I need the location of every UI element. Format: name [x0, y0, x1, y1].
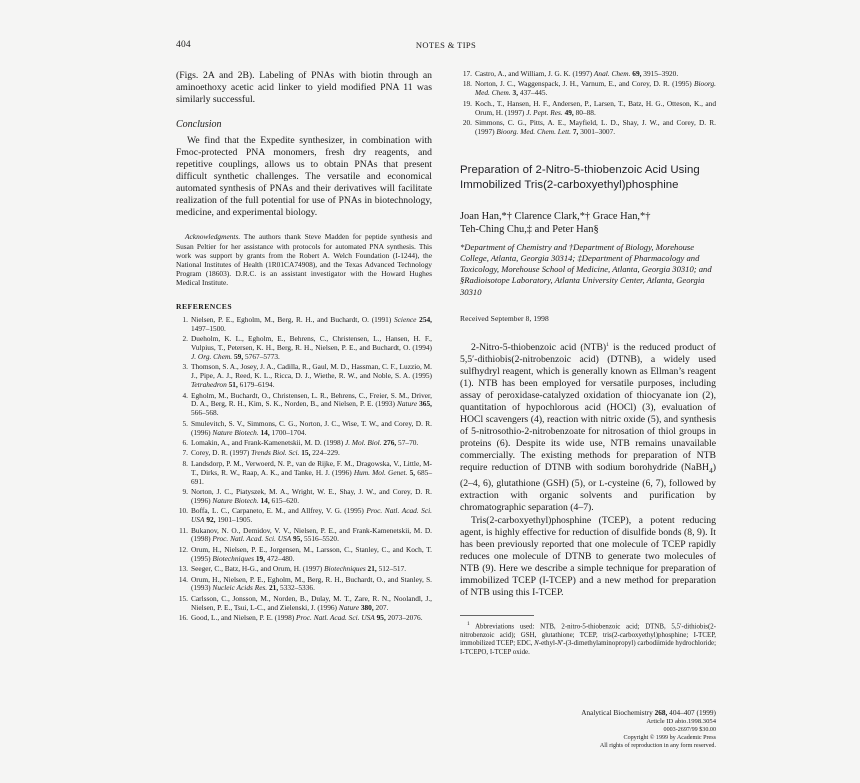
running-head [176, 40, 716, 56]
author-list [460, 210, 716, 237]
reference-item: Thomson, S. A., Josey, J. A., Cadilla, R., Gaul, M. D., Hassman, C. F., Luzzio, M. J., Pipe, A. J., Reed, K. L., Ricca, D. J., Wiethe, R. W., and Noble, S. A. (1995) Tetrahedron 51, 6179–6194. [191, 362, 432, 390]
author-line-1: Joan Han,*† Clarence Clark,*† Grace Han,*† [460, 210, 651, 222]
reference-item: Good, L., and Nielsen, P. E. (1998) Proc. Natl. Acad. Sci. USA 95, 2073–2076. [191, 613, 423, 623]
right-column [460, 70, 716, 657]
footnote-rule [460, 615, 534, 616]
colophon-rights: All rights of reproduction in any form reserved. [599, 743, 716, 749]
reference-item: Seeger, C., Batz, H-G., and Orum, H. (1997) Biotechniques 21, 512–517. [191, 564, 407, 574]
reference-list-left [176, 316, 432, 623]
acknowledgments [176, 232, 432, 287]
continued-paragraph: (Figs. 2A and 2B). Labeling of PNAs with biotin through an aminoethoxy acetic acid linker to yield modified PNA 11 was similarly successful. [176, 70, 432, 106]
article-paragraph-1: 2-Nitro-5-thiobenzoic acid (NTB)$^1$ is the reduced product of 5,5′-dithiobis(2-nitrobenzoic acid) (DTNB), a widely used sulfhydryl reagent, which is generally known as Ellman’s reagent (1). NTB has been employed for versatile purposes, including assay of peroxidase-catalyzed oxidation of thiocyanate ion (2), quantitation of hypochlorous acid (HOCl) (3), evaluation of HOCl scavengers (4), reaction with nitric oxide (5), and synthesis of 5-nitrosothio-2-nitrobenzoate for nitrosation of thiol groups in proteins (6). Despite its wide use, NTB remains unavailable commercially. The existing methods for preparation of NTB require reduction of DTNB with sodium borohydride (NaBH$_4$) (2–4, 6), glutathione (GSH) (5), or L-cysteine (6, 7), followed by extraction with organic solvents and purification by chromatographic separation (4–7). [460, 341, 717, 514]
two-column-layout [176, 70, 716, 760]
article-body [460, 339, 716, 599]
author-line-2: Teh-Ching Chu,‡ and Peter Han§ [460, 224, 599, 236]
reference-item: Corey, D. R. (1997) Trends Biol. Sci. 15, 224–229. [191, 448, 340, 458]
colophon-pages: 404–407 (1999) [667, 707, 716, 717]
reference-item: Lomakin, A., and Frank-Kamenetskii, M. D. (1998) J. Mol. Biol. 276, 57–70. [191, 437, 419, 447]
page-content [176, 40, 716, 750]
colophon [581, 709, 716, 750]
page-number: 404 [176, 40, 191, 50]
reference-item: Orum, H., Nielsen, P. E., Jorgensen, M., Larsson, C., Stanley, C., and Koch, T. (1995) Biotechniques 19, 472–480. [191, 544, 432, 563]
reference-item: Egholm, M., Buchardt, O., Christensen, L. R., Behrens, C., Freier, S. M., Driver, D. A., Berg, R. H., Kim, S. K., Norden, B., and Nielsen, P. E. (1993) Nature 365, 566–568. [191, 390, 432, 418]
colophon-citation [581, 709, 716, 718]
reference-list-right [460, 70, 716, 137]
article-header [460, 163, 716, 323]
reference-item: Koch., T., Hansen, H. F., Andersen, P., Larsen, T., Batz, H. G., Otteson, K., and Orum, H. (1997) J. Pept. Res. 49, 80–88. [475, 98, 716, 117]
acknowledgments-text: The authors thank Steve Madden for peptide synthesis and Susan Peltier for her assistance with protocols for automated PNA synthesis. This work was support by grants from the Robert A. Welch Foundation (I-1244), the National Institutes of Health (1R01CA74908), and the Texas Advanced Technology Program (18603). D.R.C. is an assistant investigator with the Howard Hughes Medical Institute. [176, 232, 432, 287]
colophon-copyright: Copyright © 1999 by Academic Press [623, 735, 716, 741]
conclusion-heading: Conclusion [176, 119, 222, 131]
article-paragraph-2: Tris(2-carboxyethyl)phosphine (TCEP), a potent reducing agent, is highly effective for reduction of disulfide bonds (8, 9). It has been previously reported that one molecule of TCEP rapidly reduces one molecule of DTNB to generate two molecules of NTB (9). Here we describe a simple technique for preparation of immobilized TCEP (I-TCEP) and a new method for preparation of NTB using this I-TCEP. [460, 514, 716, 598]
affiliations: *Department of Chemistry and †Department of Biology, Morehouse College, Atlanta, Georgia 30314; ‡Department of Pharmacology and Toxicology, Morehouse School of Medicine, Atlanta, Georgia 30310; and §Radioisotope Laboratory, Atlanta University Center, Atlanta, Georgia 30310 [460, 241, 712, 297]
reference-item: Boffa, L. C., Carpaneto, E. M., and Allfrey, V. G. (1995) Proc. Natl. Acad. Sci. USA 92, 1901–1905. [191, 506, 432, 525]
conclusion-paragraph: We find that the Expedite synthesizer, in combination with Fmoc-protected PNA monomers, fresh dry reagents, and repetitive couplings, allows us to obtain PNAs that present difficult synthetic challenges. The versatile and economical automated synthesis of PNAs and their derivatives will facilitate realization of the full potential for use of PNAs in biotechnology, medicine, and experimental biology. [176, 135, 432, 219]
colophon-journal: Analytical Biochemistry [581, 707, 655, 717]
reference-item: Smulevitch, S. V., Simmons, C. G., Norton, J. C., Wise, T. W., and Corey, D. R. (1996) Nature Biotech. 14, 1700–1704. [191, 418, 432, 437]
reference-item: Carlsson, C., Jonsson, M., Norden, B., Dulay, M. T., Zare, R. N., Noolandl, J., Nielsen, P. E., Tsui, L-C., and Zielenski, J. (1996) Nature 380, 207. [191, 593, 432, 612]
received-date: Received September 8, 1998 [460, 313, 549, 323]
colophon-volume: 268, [654, 707, 668, 717]
reference-item: Landsdorp, P. M., Verwoerd, N. P., van de Rijke, F. M., Dragowska, V., Little, M-T., Dirks, R. W., Raap, A. K., and Tanke, H. J. (1996) Hum. Mol. Genet. 5, 685–691. [191, 458, 432, 486]
reference-item: Norton, J. C., Waggenspack, J. H., Varnum, E., and Corey, D. R. (1995) Bioorg. Med. Chem. 3, 437–445. [475, 79, 716, 98]
colophon-issn: 0003-2697/99 $30.00 [663, 727, 716, 733]
abbreviations-footnote: $^1$ Abbreviations used: NTB, 2-nitro-5-thiobenzoic acid; DTNB, 5,5′-dithiobis(2-nitrobenzoic acid); GSH, glutathione; TCEP, tris(2-carboxyethyl)phosphine; I-TCEP, immobilized TCEP; EDC, N-ethyl-N′-(3-dimethylaminopropyl) carbodiimide hydrochloride; I-TCEPO, I-TCEP oxide. [460, 620, 716, 656]
reference-item: Dueholm, K. L., Egholm, E., Behrens, C., Christensen, L., Hansen, H. F., Vulpius, T., Petersen, K. H., Berg, R. H., Nielsen, P. E., and Buchardt, O. (1994) J. Org. Chem. 59, 5767–5773. [191, 334, 432, 361]
article-title: Preparation of 2-Nitro-5-thiobenzoic Acid Using Immobilized Tris(2-carboxyethyl)phosphine [460, 163, 700, 192]
reference-item: Orum, H., Nielsen, P. E., Egholm, M., Berg, R. H., Buchardt, O., and Stanley, S. (1993) Nucleic Acids Res. 21, 5332–5336. [191, 574, 432, 593]
reference-item: Norton, J. C., Piatyszek, M. A., Wright, W. E., Shay, J. W., and Corey, D. R. (1996) Nature Biotech. 14, 615–620. [191, 486, 432, 505]
references-heading: REFERENCES [176, 302, 233, 312]
colophon-article-id: Article ID abio.1998.3054 [646, 717, 716, 725]
running-title: NOTES & TIPS [415, 40, 477, 50]
reference-item: Nielsen, P. E., Egholm, M., Berg, R. H., and Buchardt, O. (1991) Science 254, 1497–1500. [191, 315, 432, 333]
left-column [176, 70, 432, 625]
acknowledgments-label: Acknowledgments. [185, 232, 241, 242]
reference-item: Castro, A., and William, J. G. K. (1997) Anal. Chem. 69, 3915–3920. [475, 69, 679, 78]
reference-item: Bukanov, N. O., Demidov, V. V., Nielsen, P. E., and Frank-Kamenetskii, M. D. (1998) Proc. Natl. Acad. Sci. USA 95, 5516–5520. [191, 525, 432, 544]
reference-item: Simmons, C. G., Pitts, A. E., Mayfield, L. D., Shay, J. W., and Corey, D. R. (1997) Bioorg. Med. Chem. Lett. 7, 3001–3007. [475, 118, 716, 136]
